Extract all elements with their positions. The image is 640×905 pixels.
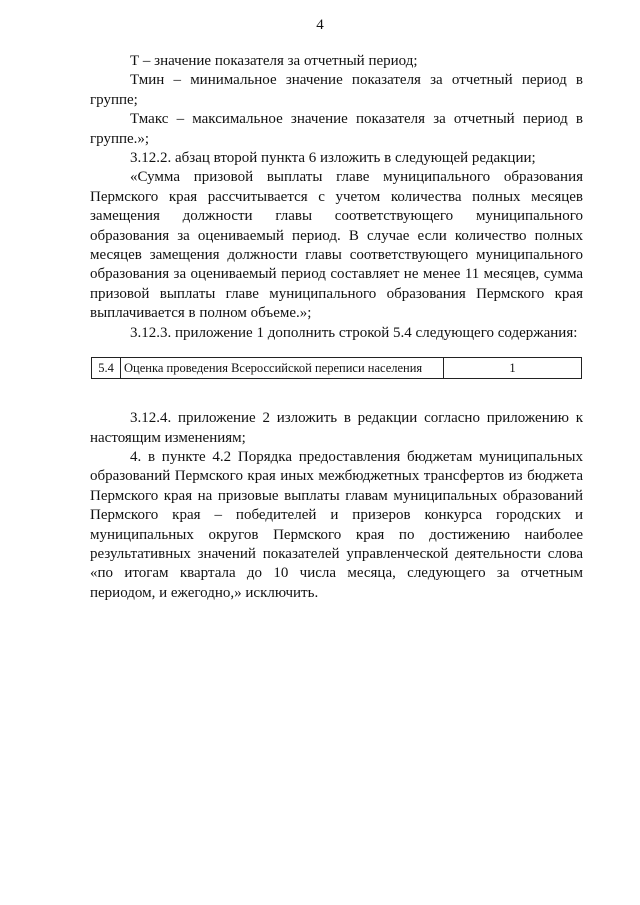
paragraph-3-12-3: 3.12.3. приложение 1 дополнить строкой 5.4 следующего содержания: bbox=[130, 324, 578, 341]
document-body bbox=[90, 52, 583, 603]
paragraph-3-12-4: 3.12.4. приложение 2 изложить в редакции согласно приложению к настоящим изменениям; bbox=[90, 410, 583, 446]
table-cell-name: Оценка проведения Всероссийской переписи населения bbox=[121, 358, 444, 379]
paragraph-3-12-2: 3.12.2. абзац второй пункта 6 изложить в следующей редакции; bbox=[130, 150, 536, 167]
page-number: 4 bbox=[316, 17, 324, 33]
appendix-row-table bbox=[91, 357, 582, 379]
paragraph-tmin-definition: Тмин – минимальное значение показателя за отчетный период в группе; bbox=[90, 72, 583, 108]
table-row bbox=[92, 358, 582, 379]
paragraph-4: 4. в пункте 4.2 Порядка предоставления бюджетам муниципальных образований Пермского края иных межбюджетных трансфертов из бюджета Пермского края на призовые выплаты главам муниципальных образований Пермского края – победителей и призеров конкурса городских и муниципальных округов Пермского края по достижению наиболее результативных значений показателей управленческой деятельности слова «по итогам квартала до 10 числа месяца, следующего за отчетным периодом, и ежегодно,» исключить. bbox=[90, 448, 583, 601]
table-cell-value: 1 bbox=[444, 358, 582, 379]
paragraph-prize-sum: «Сумма призовой выплаты главе муниципального образования Пермского края рассчитывается с учетом количества полных месяцев замещения должности главы соответствующего муниципального образования за оцениваемый период. В случае если количество полных месяцев замещения должности главы соответствующего муниципального образования за оцениваемый период составляет не менее 11 месяцев, сумма призовой выплаты главе муниципального образования Пермского края выплачивается в полном объеме.»; bbox=[90, 169, 583, 322]
paragraph-tmax-definition: Тмакс – максимальное значение показателя за отчетный период в группе.»; bbox=[90, 111, 583, 147]
table-cell-number: 5.4 bbox=[92, 358, 121, 379]
paragraph-t-definition: Т – значение показателя за отчетный период; bbox=[130, 53, 418, 69]
